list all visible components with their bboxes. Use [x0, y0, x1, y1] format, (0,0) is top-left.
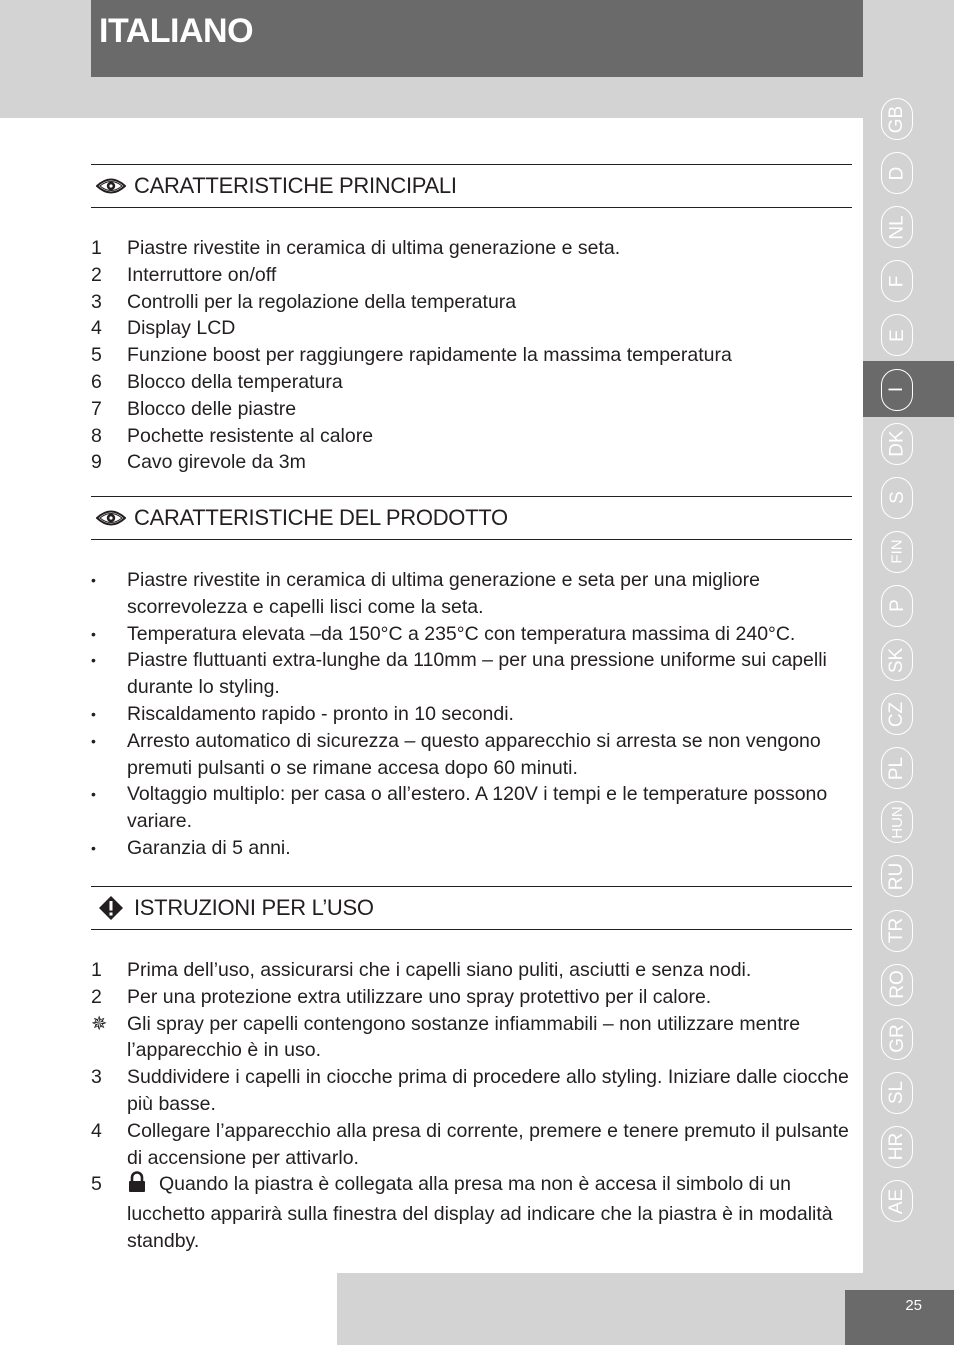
- section-header-instructions: [91, 886, 852, 930]
- list-item: [91, 781, 852, 835]
- list-marker: 7: [91, 397, 102, 420]
- list-item: [91, 621, 852, 648]
- language-tab-label: SL: [886, 1081, 908, 1105]
- language-tab-f[interactable]: [881, 260, 913, 302]
- section-header-product-features: [91, 496, 852, 540]
- language-tab-label: HR: [886, 1133, 908, 1161]
- list-item-text: Interruttore on/off: [127, 263, 277, 286]
- list-marker: 5: [91, 344, 102, 367]
- language-tab-label: P: [886, 599, 908, 613]
- list-marker: •: [91, 625, 96, 642]
- list-marker: 2: [91, 263, 102, 286]
- language-tab-hun[interactable]: [881, 801, 913, 843]
- list-item: [91, 1171, 852, 1254]
- list-item-text: Funzione boost per raggiungere rapidamente la massima temperatura: [127, 344, 732, 367]
- list-marker: 5: [91, 1173, 102, 1196]
- lock-icon: [127, 1171, 147, 1201]
- list-item-text: Temperatura elevata –da 150°C a 235°C con temperatura massima di 240°C.: [127, 622, 796, 645]
- language-tab-fin[interactable]: [881, 531, 913, 573]
- list-item-text: Pochette resistente al calore: [127, 424, 374, 447]
- language-tab-label: RU: [886, 862, 908, 891]
- language-tab-label: GB: [886, 105, 908, 133]
- page-title: ITALIANO: [99, 12, 254, 50]
- list-item-text: Collegare l’apparecchio alla presa di corrente, premere e tenere premuto il pulsante di accensione per attivarlo.: [127, 1119, 849, 1169]
- language-tab-ae[interactable]: [881, 1180, 913, 1222]
- section-header-main-features: [91, 164, 852, 208]
- list-marker: •: [91, 839, 96, 856]
- language-tab-cz[interactable]: [881, 693, 913, 735]
- language-tab-pl[interactable]: [881, 747, 913, 789]
- list-marker: ✵: [91, 1012, 108, 1035]
- list-marker: 9: [91, 451, 102, 474]
- language-tab-hr[interactable]: [881, 1126, 913, 1168]
- language-tab-ro[interactable]: [881, 964, 913, 1006]
- language-tab-label: RO: [886, 970, 908, 999]
- section-title: CARATTERISTICHE PRINCIPALI: [134, 173, 457, 198]
- list-item: [91, 647, 852, 701]
- language-tab-label: TR: [886, 917, 908, 944]
- language-tab-s[interactable]: [881, 477, 913, 519]
- language-tab-label: SK: [886, 647, 908, 673]
- list-item-text: Garanzia di 5 anni.: [127, 836, 291, 859]
- language-tab-sk[interactable]: [881, 639, 913, 681]
- language-tab-gb[interactable]: [881, 98, 913, 140]
- language-tab-label: AE: [886, 1188, 908, 1214]
- list-marker: 4: [91, 1119, 102, 1142]
- list-item: [91, 369, 852, 396]
- list-item-text: Piastre fluttuanti extra-lunghe da 110mm – per una pressione uniforme sui capelli durante lo styling.: [127, 649, 827, 699]
- language-tabs: [863, 88, 954, 1258]
- list-item-text: Blocco delle piastre: [127, 397, 297, 420]
- language-tab-label: I: [886, 386, 908, 393]
- list-marker: 3: [91, 290, 102, 313]
- language-tab-p[interactable]: [881, 585, 913, 627]
- list-marker: •: [91, 652, 96, 669]
- list-item: [91, 235, 852, 262]
- language-tab-label: DK: [886, 430, 908, 457]
- instructions-list: [91, 957, 852, 1255]
- list-item: [91, 1011, 852, 1065]
- list-item-text: Voltaggio multiplo: per casa o all’estero. A 120V i tempi e le temperature possono variare.: [127, 783, 828, 833]
- language-tab-gr[interactable]: [881, 1018, 913, 1060]
- list-item: [91, 315, 852, 342]
- language-tab-label: FIN: [888, 539, 906, 564]
- eye-icon: [95, 506, 127, 530]
- list-marker: 1: [91, 237, 102, 259]
- product-features-list: [91, 567, 852, 862]
- list-item: [91, 728, 852, 782]
- language-tab-tr[interactable]: [881, 910, 913, 952]
- list-item-text: Piastre rivestite in ceramica di ultima generazione e seta per una migliore scorrevolezza e capelli lisci come la seta.: [127, 569, 760, 618]
- language-tab-label: E: [886, 329, 908, 342]
- list-item-text: Piastre rivestite in ceramica di ultima generazione e seta.: [127, 237, 621, 259]
- list-item: [91, 289, 852, 316]
- page-number-box: [845, 1290, 954, 1345]
- language-tab-label: NL: [886, 215, 908, 240]
- list-item-text: Display LCD: [127, 317, 236, 340]
- list-marker: •: [91, 732, 96, 749]
- list-item: [91, 701, 852, 728]
- warning-diamond-icon: [95, 896, 127, 920]
- list-marker: •: [91, 786, 96, 803]
- list-item-text: Cavo girevole da 3m: [127, 451, 306, 474]
- list-marker: 8: [91, 424, 102, 447]
- list-item: [91, 1118, 852, 1172]
- list-item-text: Per una protezione extra utilizzare uno spray protettivo per il calore.: [127, 985, 712, 1008]
- list-marker: 4: [91, 317, 102, 340]
- list-item-text: Gli spray per capelli contengono sostanze infiammabili – non utilizzare mentre l’apparecchio è in uso.: [127, 1012, 801, 1062]
- list-item: [91, 1064, 852, 1118]
- list-item: [91, 449, 852, 476]
- list-item-text: Quando la piastra è collegata alla presa ma non è accesa il simbolo di un lucchetto apparirà sulla finestra del display ad indicare che la piastra è in modalità standby.: [127, 1173, 833, 1252]
- language-tab-sl[interactable]: [881, 1072, 913, 1114]
- list-item: [91, 423, 852, 450]
- eye-icon: [95, 174, 127, 198]
- page-number: 25: [905, 1297, 922, 1314]
- language-tab-label: HUN: [888, 806, 906, 839]
- list-marker: •: [91, 705, 96, 722]
- language-tab-label: F: [886, 275, 908, 288]
- list-item: [91, 342, 852, 369]
- list-item-text: Arresto automatico di sicurezza – questo apparecchio si arresta se non vengono premuti pulsanti o se rimane accesa dopo 60 minuti.: [127, 729, 821, 779]
- list-item-text: Prima dell’uso, assicurarsi che i capelli siano puliti, asciutti e senza nodi.: [127, 959, 752, 981]
- list-marker: •: [91, 572, 96, 588]
- main-features-list: [91, 235, 852, 476]
- list-item: [91, 262, 852, 289]
- list-marker: 2: [91, 985, 102, 1008]
- list-item-text: Controlli per la regolazione della temperatura: [127, 290, 517, 313]
- list-item: [91, 984, 852, 1011]
- list-item-text: Riscaldamento rapido - pronto in 10 secondi.: [127, 702, 514, 725]
- section-title: ISTRUZIONI PER L’USO: [134, 895, 374, 920]
- list-item-text: Blocco della temperatura: [127, 370, 343, 393]
- list-item: [91, 957, 852, 984]
- language-tab-label: GR: [886, 1024, 908, 1053]
- list-item: [91, 567, 852, 621]
- language-tab-label: PL: [886, 756, 908, 780]
- page-bottom: [0, 1273, 337, 1345]
- list-item: [91, 835, 852, 862]
- language-tab-d[interactable]: [881, 152, 913, 194]
- language-tab-dk[interactable]: [881, 423, 913, 465]
- language-tab-i[interactable]: [881, 369, 913, 411]
- list-marker: 3: [91, 1066, 102, 1089]
- header-band: [91, 0, 863, 77]
- list-item: [91, 396, 852, 423]
- list-marker: 1: [91, 959, 102, 981]
- section-title: CARATTERISTICHE DEL PRODOTTO: [134, 505, 508, 530]
- language-tab-label: CZ: [886, 701, 908, 727]
- language-tab-ru[interactable]: [881, 855, 913, 897]
- language-tab-label: D: [886, 166, 908, 180]
- list-marker: 6: [91, 370, 102, 393]
- language-tab-label: S: [886, 491, 908, 505]
- language-tab-nl[interactable]: [881, 206, 913, 248]
- list-item-text: Suddividere i capelli in ciocche prima di procedere allo styling. Iniziare dalle ciocche più basse.: [127, 1066, 849, 1115]
- language-tab-e[interactable]: [881, 314, 913, 356]
